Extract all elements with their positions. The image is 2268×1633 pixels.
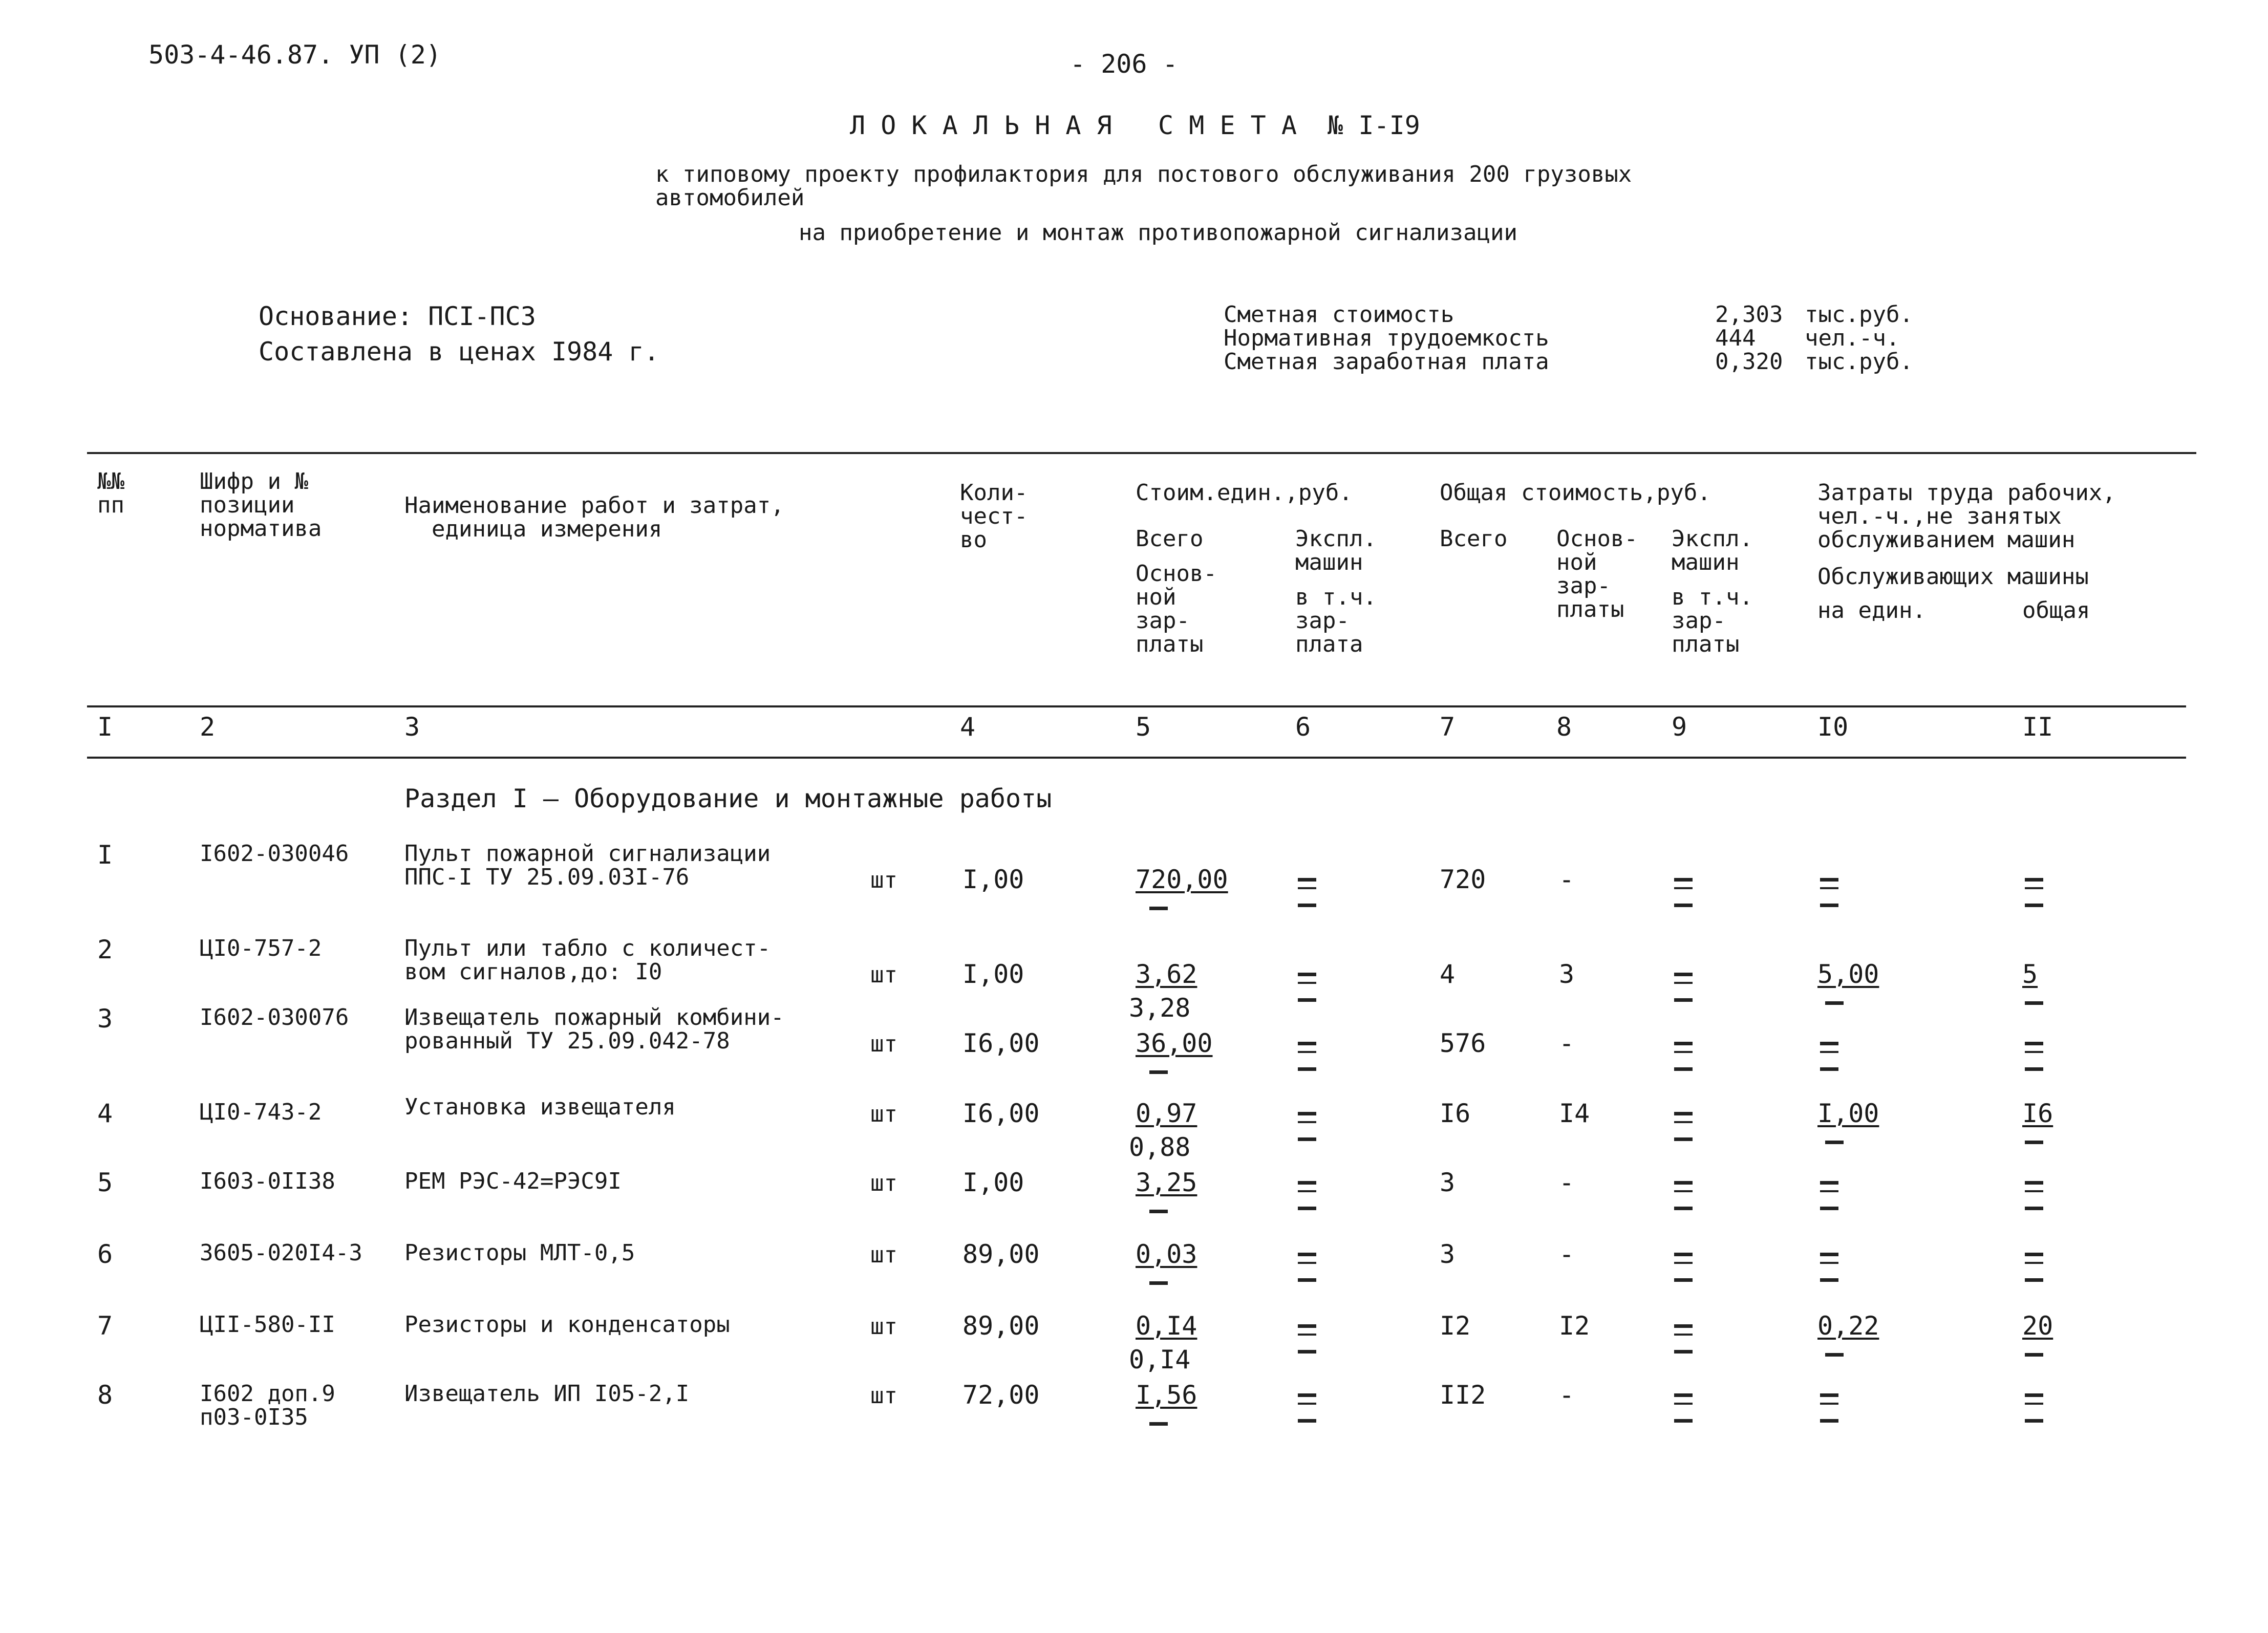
row-unit: шт [870,1314,897,1340]
row-number: 8 [97,1380,113,1410]
row-total-base-pay: 3 [1559,959,1575,989]
dash-mark [1298,1393,1316,1397]
row-unit: шт [870,1101,897,1127]
header-total-all: Всего [1440,526,1508,552]
row-unit-total: 3,62 [1136,959,1197,989]
dash-mark [1298,1207,1316,1210]
dash-mark [1149,1422,1168,1426]
document-title: Л О К А Л Ь Н А Я С М Е Т А № I-I9 [850,111,1420,140]
row-name: Пульт пожарной сигнализации ППС-I ТУ 25.09.03I-76 [404,841,771,890]
dash-mark [2025,1067,2043,1071]
dash-mark [1825,1001,1844,1005]
header-unit-base-pay: Основ- ной зар- платы [1136,561,1217,657]
fraction-bar [1820,1262,1838,1264]
fraction-bar [1674,982,1693,984]
dash-mark [1820,1419,1838,1423]
fraction-bar [1820,1051,1838,1053]
dash-mark [1674,1181,1693,1185]
dash-mark [1298,904,1316,907]
header-unit-machines: Экспл. машин [1295,526,1377,575]
header-code: Шифр и № позиции норматива [200,468,322,542]
row-name: РЕМ РЭС-42=РЭС9I [404,1168,622,1194]
dash-mark [1674,973,1693,976]
dash-mark [1149,907,1168,910]
fraction-bar [1820,887,1838,889]
dash-mark [1820,1042,1838,1045]
fraction-bar [1298,1121,1316,1123]
fraction-bar [1674,887,1693,889]
row-name: Извещатель пожарный комбини- рованный ТУ 25.09.042-78 [404,1004,784,1054]
fraction-bar [1298,1262,1316,1264]
header-labor-service: Обслуживающих машины [1817,564,2089,590]
header-qty: Коли- чест- во [960,480,1028,553]
dash-mark [2025,1353,2043,1357]
table-numbers-rule [87,757,2186,759]
row-total-base-pay: I2 [1559,1311,1590,1341]
row-quantity: 72,00 [962,1380,1040,1410]
dash-mark [1825,1353,1844,1357]
dash-mark [1298,1042,1316,1045]
row-name: Резисторы МЛТ-0,5 [404,1240,635,1266]
row-number: 4 [97,1099,113,1128]
row-number: 3 [97,1004,113,1034]
row-unit: шт [870,1031,897,1057]
row-quantity: I6,00 [962,1028,1040,1058]
row-total: II2 [1440,1380,1486,1410]
dash-mark [1298,1324,1316,1328]
dash-mark [1820,1278,1838,1282]
dash-mark [1820,1393,1838,1397]
dash-mark [1674,1137,1693,1141]
dash-mark [2025,1207,2043,1210]
column-number: 3 [404,712,420,742]
row-quantity: I,00 [962,959,1024,989]
summary-label: Нормативная трудоемкость [1224,325,1549,351]
header-total-base-pay: Основ- ной зар- платы [1556,526,1638,622]
fraction-bar [1674,1403,1693,1405]
header-total-machines-pay: в т.ч. зар- платы [1672,584,1753,657]
row-number: 2 [97,935,113,964]
row-name: Установка извещателя [404,1094,676,1120]
row-number: 7 [97,1311,113,1341]
row-total-base-pay: I4 [1559,1099,1590,1128]
row-unit-total: 720,00 [1136,865,1228,894]
dash-mark [1674,1393,1693,1397]
dash-mark [1674,1042,1693,1045]
table-top-rule [87,452,2196,454]
dash-mark [2025,1042,2043,1045]
header-total-machines: Экспл. машин [1672,526,1753,575]
row-quantity: I,00 [962,1168,1024,1197]
fraction-bar [2025,887,2043,889]
dash-mark [2025,904,2043,907]
dash-mark [1674,998,1693,1002]
column-number: 4 [960,712,976,742]
dash-mark [1820,1181,1838,1185]
row-total-base-pay: - [1559,865,1575,894]
row-total: 576 [1440,1028,1486,1058]
row-code: ЦI0-743-2 [200,1099,322,1125]
row-labor-total: I6 [2022,1099,2053,1128]
row-quantity: I,00 [962,865,1024,894]
dash-mark [1298,1278,1316,1282]
fraction-bar [1674,1051,1693,1053]
header-total-cost: Общая стоимость,руб. [1440,480,1711,506]
dash-mark [2025,1253,2043,1256]
summary-value: 2,303 [1715,302,1783,328]
dash-mark [1820,1207,1838,1210]
row-code: 3605-020I4-3 [200,1240,362,1266]
fraction-bar [1674,1334,1693,1336]
row-total: 4 [1440,959,1456,989]
dash-mark [1298,1067,1316,1071]
column-number: I [97,712,113,742]
summary-unit: тыс.руб. [1805,349,1913,375]
summary-unit: тыс.руб. [1805,302,1913,328]
column-number: 6 [1295,712,1311,742]
row-number: 5 [97,1168,113,1197]
dash-mark [1298,878,1316,882]
row-unit-total: 0,I4 [1136,1311,1197,1341]
row-quantity: 89,00 [962,1239,1040,1269]
column-number: 8 [1556,712,1572,742]
dash-mark [1674,1278,1693,1282]
doc-code: 503-4-46.87. УП (2) [148,40,441,70]
row-name: Извещатель ИП I05-2,I [404,1381,690,1407]
row-labor-unit: I,00 [1817,1099,1879,1128]
table-header-rule [87,705,2186,707]
fraction-bar [2025,1190,2043,1192]
row-quantity: 89,00 [962,1311,1040,1341]
dash-mark [1298,1350,1316,1353]
dash-mark [1820,904,1838,907]
row-unit-total: 3,25 [1136,1168,1197,1197]
row-unit-total: 36,00 [1136,1028,1213,1058]
row-labor-unit: 5,00 [1817,959,1879,989]
dash-mark [2025,1419,2043,1423]
fraction-bar [1674,1262,1693,1264]
summary-unit: чел.-ч. [1805,325,1900,351]
fraction-bar [1298,887,1316,889]
fraction-bar [2025,1051,2043,1053]
row-unit: шт [870,1170,897,1196]
summary-value: 444 [1715,325,1756,351]
fraction-bar [1820,1403,1838,1405]
row-unit-total: I,56 [1136,1380,1197,1410]
dash-mark [2025,1141,2043,1144]
dash-mark [1674,1207,1693,1210]
section-title: Раздел I – Оборудование и монтажные работы [404,784,1052,813]
row-unit-base-pay: 0,88 [1129,1132,1191,1162]
header-unit-cost: Стоим.един.,руб. [1136,480,1353,506]
row-name: Пульт или табло с количест- вом сигналов,до: I0 [404,935,771,985]
dash-mark [1298,1112,1316,1115]
dash-mark [1298,998,1316,1002]
dash-mark [2025,1393,2043,1397]
row-code: I603-0II38 [200,1168,335,1194]
dash-mark [1820,1253,1838,1256]
row-labor-total: 20 [2022,1311,2053,1341]
fraction-bar [1674,1190,1693,1192]
row-name: Резисторы и конденсаторы [404,1312,730,1338]
row-number: I [97,840,113,870]
dash-mark [1298,1137,1316,1141]
header-name: Наименование работ и затрат, единица измерения [404,492,784,542]
row-labor-unit: 0,22 [1817,1311,1879,1341]
row-total: 720 [1440,865,1486,894]
row-total: 3 [1440,1239,1456,1269]
header-labor-unit: на един. [1817,597,1926,624]
dash-mark [1298,1181,1316,1185]
dash-mark [2025,878,2043,882]
dash-mark [2025,1001,2043,1005]
dash-mark [1825,1141,1844,1144]
summary-label: Сметная заработная плата [1224,349,1549,375]
prices-label: Составлена в ценах I984 г. [259,337,659,367]
row-unit-base-pay: 3,28 [1129,993,1191,1023]
dash-mark [1674,904,1693,907]
dash-mark [1820,1067,1838,1071]
row-labor-total: 5 [2022,959,2038,989]
row-unit-total: 0,03 [1136,1239,1197,1269]
dash-mark [1298,1419,1316,1423]
row-number: 6 [97,1239,113,1269]
fraction-bar [1298,982,1316,984]
dash-mark [1674,1112,1693,1115]
column-number: 5 [1136,712,1151,742]
row-unit: шт [870,867,897,893]
row-unit-total: 0,97 [1136,1099,1197,1128]
dash-mark [1674,1253,1693,1256]
row-unit-base-pay: 0,I4 [1129,1345,1191,1374]
summary-value: 0,320 [1715,349,1783,375]
header-labor: Затраты труда рабочих, чел.-ч.,не занятых обслуживанием машин [1817,480,2116,553]
row-code: I602-030076 [200,1004,349,1030]
row-total-base-pay: - [1559,1380,1575,1410]
dash-mark [1298,973,1316,976]
row-unit: шт [870,962,897,988]
dash-mark [1149,1070,1168,1074]
header-unit-total: Всего [1136,526,1204,552]
summary-label: Сметная стоимость [1224,302,1454,328]
column-number: 7 [1440,712,1456,742]
subtitle-line-1: к типовому проекту профилактория для постового обслуживания 200 грузовых [655,161,1632,187]
dash-mark [1149,1281,1168,1285]
row-code: ЦI0-757-2 [200,935,322,961]
column-number: 2 [200,712,216,742]
page-number: - 206 - [1070,49,1178,79]
subtitle-line-2: на приобретение и монтаж противопожарной сигнализации [799,220,1517,246]
subtitle-line-1b: автомобилей [655,185,805,211]
dash-mark [1674,1350,1693,1353]
dash-mark [1149,1210,1168,1213]
dash-mark [1674,1067,1693,1071]
header-num: №№ пп [97,468,124,518]
row-total-base-pay: - [1559,1028,1575,1058]
row-total-base-pay: - [1559,1239,1575,1269]
column-number: I0 [1817,712,1849,742]
row-quantity: I6,00 [962,1099,1040,1128]
row-total-base-pay: - [1559,1168,1575,1197]
header-unit-machines-pay: в т.ч. зар- плата [1295,584,1377,657]
column-number: II [2022,712,2053,742]
header-labor-total: общая [2022,597,2090,624]
fraction-bar [1298,1190,1316,1192]
dash-mark [1674,1419,1693,1423]
row-total: I2 [1440,1311,1471,1341]
basis-label: Основание: ПСI-ПСЗ [259,302,536,331]
fraction-bar [1298,1051,1316,1053]
dash-mark [1674,878,1693,882]
fraction-bar [1674,1121,1693,1123]
fraction-bar [2025,1403,2043,1405]
dash-mark [1820,878,1838,882]
fraction-bar [2025,1262,2043,1264]
row-code: I602-030046 [200,841,349,867]
fraction-bar [1298,1334,1316,1336]
fraction-bar [1298,1403,1316,1405]
dash-mark [2025,1278,2043,1282]
row-unit: шт [870,1383,897,1409]
fraction-bar [1820,1190,1838,1192]
dash-mark [1298,1253,1316,1256]
row-code: ЦII-580-II [200,1312,335,1338]
row-total: 3 [1440,1168,1456,1197]
dash-mark [1674,1324,1693,1328]
row-total: I6 [1440,1099,1471,1128]
row-unit: шт [870,1242,897,1268]
row-code: I602 доп.9 п03-0I35 [200,1381,335,1430]
column-number: 9 [1672,712,1687,742]
dash-mark [2025,1181,2043,1185]
